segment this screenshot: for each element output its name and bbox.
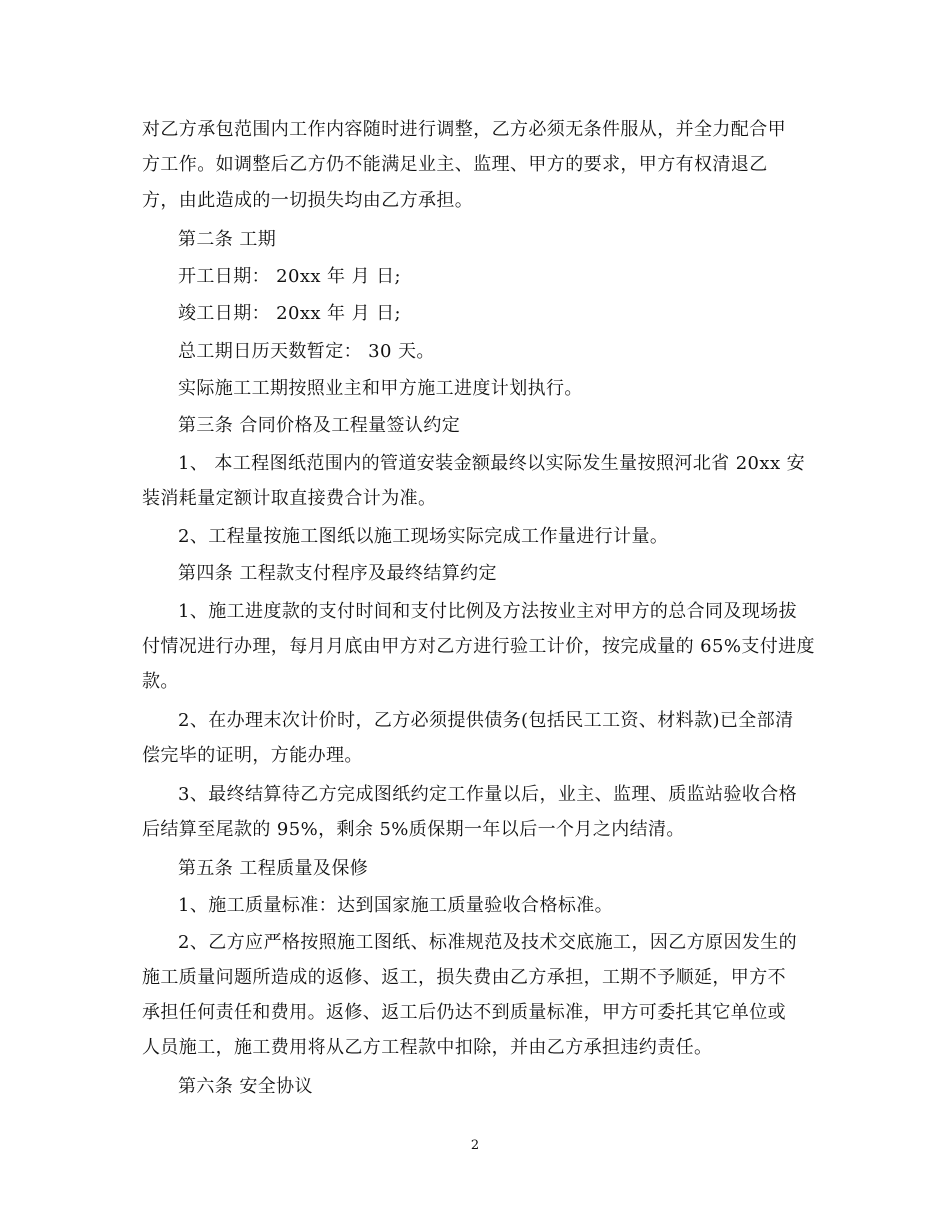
body-text-line: 后结算至尾款的 95%，剩余 5%质保期一年以后一个月之内结清。 [142, 819, 685, 840]
body-text-line: 实际施工工期按照业主和甲方施工进度计划执行。 [178, 378, 583, 399]
body-text-line: 偿完毕的证明，方能办理。 [142, 745, 363, 766]
body-text-line: 3、最终结算待乙方完成图纸约定工作量以后，业主、监理、质监站验收合格 [178, 784, 798, 805]
body-text-line: 付情况进行办理，每月月底由甲方对乙方进行验工计价，按完成量的 65%支付进度 [142, 636, 815, 657]
body-text-line: 方，由此造成的一切损失均由乙方承担。 [142, 190, 474, 211]
body-text-line: 款。 [142, 671, 179, 692]
section-heading: 第六条 安全协议 [178, 1076, 313, 1097]
section-heading: 第三条 合同价格及工程量签认约定 [178, 415, 461, 436]
body-text-line: 竣工日期： 20xx 年 月 日; [178, 303, 401, 324]
body-text-line: 施工质量问题所造成的返修、返工，损失费由乙方承担，工期不予顺延，甲方不 [142, 967, 786, 988]
body-text-line: 1、施工质量标准：达到国家施工质量验收合格标准。 [178, 895, 614, 916]
body-text-line: 2、乙方应严格按照施工图纸、标准规范及技术交底施工，因乙方原因发生的 [178, 932, 798, 953]
section-heading: 第五条 工程质量及保修 [178, 858, 369, 879]
body-text-line: 1、施工进度款的支付时间和支付比例及方法按业主对甲方的总合同及现场拔 [178, 601, 798, 622]
body-text-line: 方工作。如调整后乙方仍不能满足业主、监理、甲方的要求，甲方有权清退乙 [142, 154, 768, 175]
body-text-line: 1、 本工程图纸范围内的管道安装金额最终以实际发生量按照河北省 20xx 安 [178, 453, 806, 474]
body-text-line: 人员施工，施工费用将从乙方工程款中扣除，并由乙方承担违约责任。 [142, 1037, 713, 1058]
section-heading: 第四条 工程款支付程序及最终结算约定 [178, 563, 497, 584]
section-heading: 第二条 工期 [178, 229, 277, 250]
body-text-line: 2、在办理末次计价时，乙方必须提供债务(包括民工工资、材料款)已全部清 [178, 710, 794, 731]
body-text-line: 总工期日历天数暂定： 30 天。 [178, 341, 435, 362]
body-text-line: 承担任何责任和费用。返修、返工后仍达不到质量标准，甲方可委托其它单位或 [142, 1002, 786, 1023]
body-text-line: 2、工程量按施工图纸以施工现场实际完成工作量进行计量。 [178, 526, 669, 547]
body-text-line: 对乙方承包范围内工作内容随时进行调整，乙方必须无条件服从，并全力配合甲 [142, 119, 786, 140]
body-text-line: 装消耗量定额计取直接费合计为准。 [142, 488, 437, 509]
page-number: 2 [470, 1138, 480, 1153]
body-text-line: 开工日期： 20xx 年 月 日; [178, 266, 401, 287]
